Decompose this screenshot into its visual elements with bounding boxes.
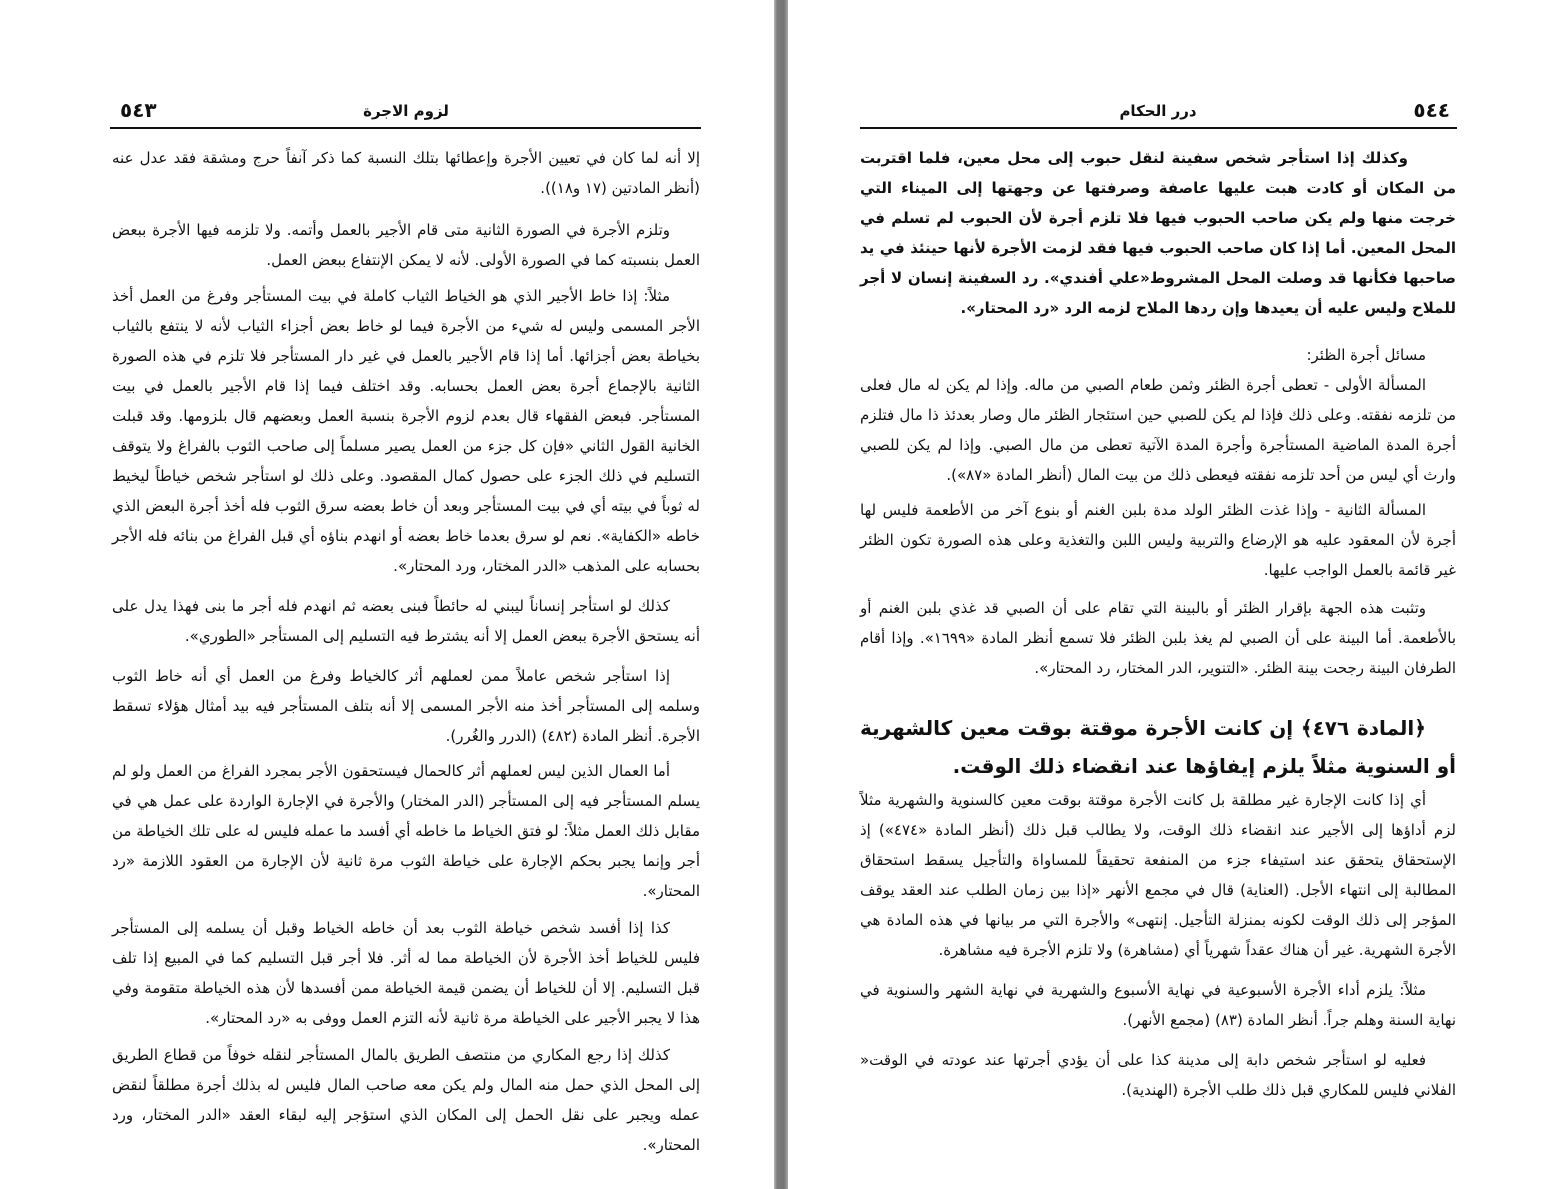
- book-gutter: [774, 0, 788, 1189]
- paragraph: وكذلك إذا استأجر شخص سفينة لنقل حبوب إلى محل معين، فلما اقتربت من المكان أو كادت هبت عليها عاصفة وصرفتها عن وجهتها إلى الميناء التي خرجت منها ولم يكن صاحب الحبوب فيها فلا تلزم أجرة لأن الحبوب لم تسلم في المحل المعين. أما إذا كان صاحب الحبوب فيها فقد لزمت الأجرة لأنها حينئذ في يد صاحبها فكأنها قد وصلت المحل المشروط«علي أفندي». رد السفينة إنسان لا أجر للملاح وليس عليه أن يعيدها وإن ردها الملاح لزمه الرد «رد المحتار».: [860, 149, 1456, 317]
- header-rule: [110, 127, 701, 129]
- page-number: ٥٤٣: [120, 98, 157, 122]
- header-rule: [860, 127, 1457, 129]
- left-page: [0, 0, 774, 1189]
- paragraph: المسألة الثانية - وإذا غذت الظئر الولد مدة بلبن الغنم أو بنوع آخر من الأطعمة فليس لها أجرة لأن المعقود عليه هو الإرضاع والتربية وليس اللبن والتغذية وعلى هذه الصورة تكون الظئر غير قائمة بالعمل الواجب عليها.: [860, 501, 1456, 579]
- paragraph: كذلك إذا رجع المكاري من منتصف الطريق بالمال المستأجر لنقله خوفاً من قطاع الطريق إلى المحل الذي حمل منه المال ولم يكن معه صاحب المال فليس له بذلك أجرة مطلقاً لنقض عمله ويجبر على نقل الحمل إلى المكان الذي استؤجر إليه لبقاء العقد «الدر المختار، ورد المحتار».: [112, 1046, 700, 1154]
- page-number: ٥٤٤: [1413, 98, 1450, 122]
- page-header: [112, 96, 700, 126]
- paragraph: وتلزم الأجرة في الصورة الثانية متى قام الأجير بالعمل وأتمه. ولا تلزمه فيها الأجرة ببعض العمل بنسبته كما في الصورة الأولى. لأنه لا يمكن الإنتفاع ببعض العمل.: [112, 221, 700, 269]
- paragraph: كذلك لو استأجر إنساناً ليبني له حائطاً فبنى بعضه ثم انهدم فله أجر ما بنى فهذا يدل على أنه يستحق الأجرة ببعض العمل إلا أنه يشترط فيه التسليم إلى المستأجر «الطوري».: [112, 597, 700, 645]
- page-header: [860, 96, 1456, 126]
- paragraph: مثلاً: يلزم أداء الأجرة الأسبوعية في نهاية الأسبوع والشهرية في نهاية الشهر والسنوية في نهاية السنة وهلم جراً. أنظر المادة (٨٣) (مجمع الأنهر).: [860, 981, 1456, 1029]
- paragraph: كذا إذا أفسد شخص خياطة الثوب بعد أن خاطه الخياط وقبل أن يسلمه إلى المستأجر فليس للخياط أخذ الأجرة لأن الخياطة مما له أثر. فلا أجر قبل التسليم كما في المبيع إذا تلف قبل التسليم. إلا أن للخياط أن يضمن قيمة الخياطة ممن أفسدها لأن هذه الخياطة متقومة وفي هذا لا يجبر الأجير على الخياطة مرة ثانية لأنه التزم العمل ووفى به «رد المحتار».: [112, 919, 700, 1027]
- section-heading: مسائل أجرة الظئر:: [1306, 346, 1426, 364]
- paragraph: فعليه لو استأجر شخص دابة إلى مدينة كذا على أن يؤدي أجرتها عند عودته في الوقت« الفلاني فليس للمكاري قبل ذلك طلب الأجرة (الهندية).: [860, 1051, 1456, 1099]
- paragraph: أما العمال الذين ليس لعملهم أثر كالحمال فيستحقون الأجر بمجرد الفراغ من العمل ولو لم يسلم المستأجر فيه إلى المستأجر (الدر المختار) والأجرة في الإجارة الواردة على عمل هي في مقابل ذلك العمل مثلاً: لو فتق الخياط ما خاطه أي أفسد ما عمله فليس له على تلك الخياطة من أجر وإنما يجبر بحكم الإجارة على خياطة الثوب مرة ثانية لأن الإجارة من العقود اللازمة «رد المحتار».: [112, 762, 700, 900]
- running-title: لزوم الاجرة: [363, 102, 449, 120]
- page-body: [860, 143, 1456, 1105]
- paragraph: مثلاً: إذا خاط الأجير الذي هو الخياط الثياب كاملة في بيت المستأجر وفرغ من العمل أخذ الأجر المسمى وليس له شيء من الأجرة فيما لو خاط بعض أجزاء الثياب لأنه لا ينتفع بالثياب بخياطة بعض أجزائها. أما إذا قام الأجير بالعمل في غير دار المستأجر فلا تلزم في هذه الصورة الثانية بالإجماع أجرة بعض العمل بحسابه. وقد اختلف فيما إذا قام الأجير بالعمل في بيت المستأجر. فبعض الفقهاء قال بعدم لزوم الأجرة بنسبة العمل وبعضهم قال بلزومها. وقد قبلت الخانية القول الثاني «فإن كل جزء من العمل يصير مسلماً إلى صاحب الثوب بالفراغ ولا يتوقف التسليم في ذلك الجزء على حصول كمال المقصود. وعلى ذلك لو استأجر شخص خياطاً ليخيط له ثوباً في بيته أي في بيت المستأجر وبعد أن خاط بعضه سرق الثوب فله أخذ أجرة البعض الذي خاطه «الكفاية». نعم لو سرق بعدما خاط بعضه أو انهدم بناؤه أي قبل الفراغ من بنائه فله الأجر بحسابه على المذهب «الدر المختار، ورد المحتار».: [112, 287, 700, 575]
- paragraph: إلا أنه لما كان في تعيين الأجرة وإعطائها بتلك النسبة كما ذكر آنفاً حرج ومشقة فقد عدل عنه (أنظر المادتين (١٧ و١٨)).: [112, 149, 700, 197]
- paragraph: المسألة الأولى - تعطى أجرة الظئر وثمن طعام الصبي من ماله. وإذا لم يكن له مال فعلى من تلزمه نفقته. وعلى ذلك فإذا لم يكن للصبي حين استئجار الظئر مال وصار بعدئذ ذا مال فتلزم أجرة المدة الماضية المستأجرة وأجرة المدة الآتية تعطى من مال الصبي. وإذا لم يكن للصبي وارث أي ليس من أحد تلزمه نفقته فيعطى ذلك من بيت المال (أنظر المادة «٨٧»).: [860, 376, 1456, 484]
- paragraph: إذا استأجر شخص عاملاً ممن لعملهم أثر كالخياط وفرغ من العمل أي أنه خاط الثوب وسلمه إلى المستأجر أخذ منه الأجر المسمى إلا أنه بتلف المستأجر فيه بيد أمثال هؤلاء تسقط الأجرة. أنظر المادة (٤٨٢) (الدرر والغُرر).: [112, 667, 700, 745]
- paragraph: وتثبت هذه الجهة بإقرار الظئر أو بالبينة التي تقام على أن الصبي قد غذي بلبن الغنم أو بالأطعمة. أما البينة على أن الصبي لم يغذ بلبن الظئر فلا تسمع أنظر المادة «١٦٩٩». وإذا أقام الطرفان البينة رجحت بينة الظئر. «التنوير، الدر المختار، رد المحتار».: [860, 599, 1456, 677]
- page-body: [112, 143, 700, 1160]
- running-title: درر الحكام: [1119, 102, 1197, 120]
- article-heading: ﴿المادة ٤٧٦﴾ إن كانت الأجرة موقتة بوقت معين كالشهرية أو السنوية مثلاً يلزم إيفاؤها عند انقضاء ذلك الوقت.: [860, 716, 1456, 778]
- right-page: [788, 0, 1561, 1189]
- paragraph: أي إذا كانت الإجارة غير مطلقة بل كانت الأجرة موقتة بوقت معين كالسنوية والشهرية مثلاً لزم أداؤها إلى الأجير عند انقضاء ذلك الوقت، ولا يطالب قبل ذلك (أنظر المادة «٤٧٤») إذ الإستحقاق يتحقق عند استيفاء جزء من المنفعة تحقيقاً للمساواة والتأجيل يسقط استحقاق المطالبة إلى انتهاء الأجل. (العناية) قال في مجمع الأنهر «إذا بين زمان الطلب عند العقد يوقف المؤجر إلى ذلك الوقت لكونه بمنزلة التأجيل. إنتهى» والأجرة التي مر بيانها في هذه المادة هي الأجرة الشهرية. غير أن هناك عقداً شهرياً أي (مشاهرة) ولا تلزم الأجرة فيه مشاهرة.: [860, 791, 1456, 959]
